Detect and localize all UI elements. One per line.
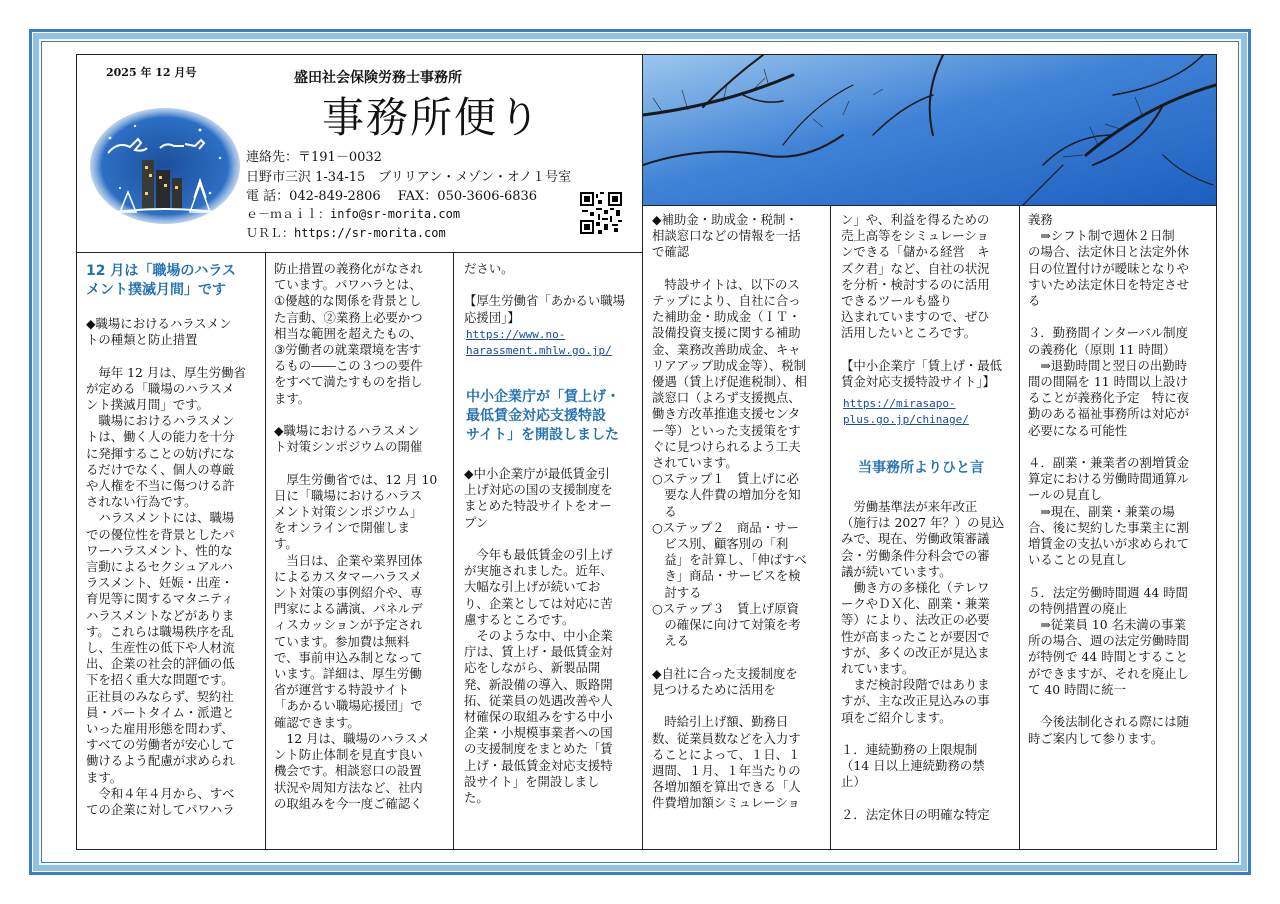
col5-text-bottom: 労働基準法が来年改正 （施行は 2027 年？）の見込 みで、現在、労働政策審議 会・労働条件分科会での審 議が続いています。 働き方の多様化（テレワ ークやＤＸ化、副業・兼業 等）により、法改正の必要 性が高まったことが要因で すが、多くの改正が見込ま れています。 まだ検討段階ではありま すが、主な改正見込みの事 項をご紹介します。 １．連続勤務の上限規制 （14 日以上連続勤務の禁 止） ２．法定休日の明確な特定 [841,499,1005,822]
newsletter-title: 事務所便り [322,93,543,142]
contact-postal: 連絡先：〒191－0032 [246,150,382,165]
col3-link-harassment[interactable]: https://www.no- harassment.mhlw.go.jp/ [466,328,612,358]
office-name: 盛田社会保険労務士事務所 [294,70,462,86]
christmas-illustration [90,108,240,226]
col5-text-top: ン」や、利益を得るための 売上高等をシミュレーショ ンできる「儲かる経営 キ ズク君」など、自社の状況 を分析・検討するのに活用 できるツールも盛り 込まれていますので、ぜひ 活用したいところです。 【中小企業庁「賃上げ・最低 賃金対応支援特設サイト」】 [841,212,1003,390]
col5-heading: 当事務所よりひと言 [858,460,984,476]
col4-text: ◆補助金・助成金・税制・ 相談窓口などの情報を一括 で確認 特設サイトは、以下のス テップにより、自社に合っ た補助金・助成金（ＩＴ・ 設備投資支援に関する補助 金、業務改善助成金、キャ リアアップ助成金等）、税制 優遇（賃上げ促進税制）、相 談窓口（よろず支援拠点、 働き方改革推進支援センタ ー等）といった支援策をす ぐに見つけられるよう工夫 されています。 ○ステップ１ 賃上げに必 要な人件費の増加分を知 る ○ステップ２ 商品・サー ビス別、顧客別の「利 益」を計算し、「伸ばすべ き」商品・サービスを検 討する ○ステップ３ 賃上げ原資 の確保に向けて対策を考 える ◆自社に合った支援制度を 見つけるために活用を 時給引上げ額、勤務日 数、従業員数などを入力す ることによって、１日、１ 週間、１月、１年当たりの 各増加額を算出できる「人 件費増加額シミュレーショ [652,212,807,811]
qr-code [580,192,622,234]
issue-date: 2025 年 12 月号 [106,66,197,79]
header-divider [76,252,643,253]
photo-divider [643,205,1217,206]
col6-text: 義務 ⇒シフト制で週休２日制 の場合、法定休日と法定外休 日の位置付けが曖昧となりや すいため法定休日を特定させ る ３．勤務間インターバル制度 の義務化（原則 11 時間） ⇒退勤時間と翌日の出勤時 間の間隔を 11 時間以上設け ることが義務化予定 特に夜 勤のある福祉事務所は対応が 必要になる可能性 ４．副業・兼業者の割増賃金 算定における労働時間通算ル ールの見直し ⇒現在、副業・兼業の場 合、後に契約した事業主に割 増賃金の支払いが求められて いることの見直し ５．法定労働時間週 44 時間 の特例措置の廃止 ⇒従業員 10 名未満の事業 所の場合、週の法定労働時間 が特例で 44 時間とすること ができますが、それを廃止し て 40 時間に統一 今後法制化される際には随 時ご案内して参ります。 [1028,212,1190,746]
col2-divider [453,252,454,850]
contact-phone-fax: 電 話：042-849-2806 FAX：050-3606-6836 [246,189,538,204]
col1-text: ◆職場におけるハラスメン トの種類と防止措置 毎年 12 月は、厚生労働省 が定める「職場のハラスメ ント撲滅月間」です。 職場におけるハラスメン トは、働く人の能力を十分 に発揮することの妨げにな るだけでなく、個人の尊厳 や人権を不当に傷つける許 されない行為です。 ハラスメントには、職場 での優位性を背景としたパ ワーハラスメント、性的な 言動によるセクシュアルハ ラスメント、妊娠・出産・ 育児等に関するマタニティ ハラスメントなどがありま す。これらは職場秩序を乱 し、生産性の低下や人材流 出、企業の社会的評価の低 下を招く重大な問題です。 正社員のみならず、契約社 員・パートタイム・派遣と いった雇用形態を問わず、 すべての労働者が安心して 働けるよう配慮が求められ ます。 令和４年４月から、すべ ての企業に対してパワハラ [86,316,246,818]
col5-link-mirasapo[interactable]: https://mirasapo- plus.go.jp/chinage/ [843,397,969,427]
col3-text-bottom: ◆中小企業庁が最低賃金引 上げ対応の国の支援制度を まとめた特設サイトをオー プン 今年も最低賃金の引上げ が実施されました。近年、 大幅な引上げが続いてお り、企業としては対応に苦 慮するところです。 そのような中、中小企業 庁は、賃上げ・最低賃金対 応をしながら、新製品開 発、新設備の導入、販路開 拓、従業員の処遇改善や人 材確保の取組みをする中小 企業・小規模事業者への国 の支援制度をまとめた「賃 上げ・最低賃金対応支援特 設サイト」を開設しまし た。 [464,466,613,806]
col3-heading: 中小企業庁が「賃上げ・ 最低賃金対応支援特設 サイト」を開設しました [466,389,620,443]
col4-divider [830,205,831,850]
col5-divider [1019,205,1020,850]
col3-text-top: ださい。 【厚生労働省「あかるい職場 応援団」】 [464,261,626,325]
grid-right [1216,54,1217,850]
winter-tree-photo [643,55,1216,205]
contact-address: 日野市三沢 1-34-15 ブリリアン・メゾン・オノ１号室 [246,170,572,185]
contact-url: ＵＲＬ：https://sr-morita.com [246,226,446,240]
contact-email: ｅ－ｍａｉｌ：info@sr-morita.com [246,207,461,221]
grid-bottom [76,849,1217,850]
col1-divider [265,252,266,850]
col1-heading: 12 月は「職場のハラス メント撲滅月間」です [86,263,236,298]
col2-text: 防止措置の義務化がなされ ています。パワハラとは、 ①優越的な関係を背景とし た言動、②業務上必要かつ 相当な範囲を超えたもの、 ③労働者の就業環境を害す るもの――この３つの要件 をすべて満たすものを指し ます。 ◆職場におけるハラスメン ト対策シンポジウムの開催 厚生労働省では、12 月 10 日に「職場におけるハラス メント対策シンポジウム」 をオンラインで開催しま す。 当日は、企業や業界団体 によるカスタマーハラスメ ント対策の事例紹介や、専 門家による講演、パネルデ ィスカッションが予定され ています。参加費は無料 で、事前申込み制となって います。詳細は、厚生労働 省が運営する特設サイト 「あかるい職場応援団」で 確認できます。 12 月は、職場のハラスメ ント防止体制を見直す良い 機会です。相談窓口の設置 状況や周知方法など、社内 の取組みを今一度ご確認く [274,261,438,811]
grid-left [76,54,77,850]
